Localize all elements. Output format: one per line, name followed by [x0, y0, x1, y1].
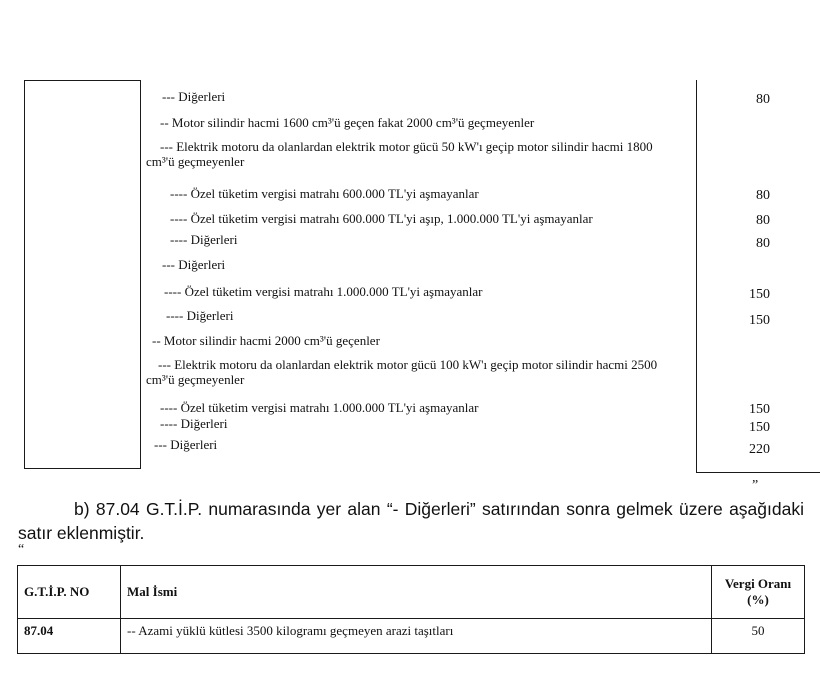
row-value: 80 [756, 92, 770, 107]
row-text: ---- Diğerleri [160, 416, 228, 431]
row-text: ---- Özel tüketim vergisi matrahı 600.000 TL'yi aşmayanlar [170, 186, 479, 201]
row-text: ---- Özel tüketim vergisi matrahı 600.000 TL'yi aşıp, 1.000.000 TL'yi aşmayanlar [170, 211, 593, 226]
opening-quote: “ [18, 542, 25, 557]
row-text: ---- Özel tüketim vergisi matrahı 1.000.000 TL'yi aşmayanlar [160, 400, 479, 415]
row-value: 80 [756, 236, 770, 251]
amendment-paragraph: b) 87.04 G.T.İ.P. numarasında yer alan “- Diğerleri” satırından sonra gelmek üzere aşağıdaki satır eklenmiştir. [18, 499, 804, 543]
closing-quote: ” [752, 478, 759, 493]
header-vergi-orani: Vergi Oranı (%) [712, 566, 805, 619]
row-text: -- Motor silindir hacmi 1600 cm³'ü geçen fakat 2000 cm³'ü geçmeyenler [160, 115, 535, 130]
row-value: 150 [749, 313, 770, 328]
table-header-row [18, 566, 805, 619]
row-text: --- Diğerleri [162, 89, 226, 104]
row-text: --- Elektrik motoru da olanlardan elektrik motor gücü 100 kW'ı geçip motor silindir hacmi 2500 cm³'ü geçmeyenler [146, 357, 658, 387]
row-value: 150 [749, 402, 770, 417]
row-value: 80 [756, 188, 770, 203]
row-text: ---- Diğerleri [166, 308, 234, 323]
row-text: ---- Özel tüketim vergisi matrahı 1.000.000 TL'yi aşmayanlar [164, 284, 483, 299]
header-gtip-no: G.T.İ.P. NO [18, 566, 121, 619]
gtip-table [17, 565, 805, 654]
row-text: --- Elektrik motoru da olanlardan elektrik motor gücü 50 kW'ı geçip motor silindir hacmi 1800 cm³'ü geçmeyenler [146, 139, 653, 169]
bottom-right-border [696, 472, 820, 473]
cell-gtip-no: 87.04 [18, 619, 121, 654]
header-mal-ismi: Mal İsmi [121, 566, 712, 619]
table-row [18, 619, 805, 654]
row-value: 80 [756, 213, 770, 228]
bottom-left-border [24, 468, 141, 469]
row-text: --- Diğerleri [154, 437, 218, 452]
row-text: ---- Diğerleri [170, 232, 238, 247]
cell-mal-ismi: -- Azami yüklü kütlesi 3500 kilogramı geçmeyen arazi taşıtları [121, 619, 712, 654]
row-value: 150 [749, 420, 770, 435]
column-divider [140, 80, 141, 468]
row-text: --- Diğerleri [162, 257, 226, 272]
value-column-divider [696, 80, 697, 472]
row-value: 150 [749, 287, 770, 302]
cell-vergi-orani: 50 [712, 619, 805, 654]
top-left-border [24, 80, 141, 81]
row-value: 220 [749, 442, 770, 457]
left-border [24, 80, 25, 468]
row-text: -- Motor silindir hacmi 2000 cm³'ü geçenler [152, 333, 380, 348]
